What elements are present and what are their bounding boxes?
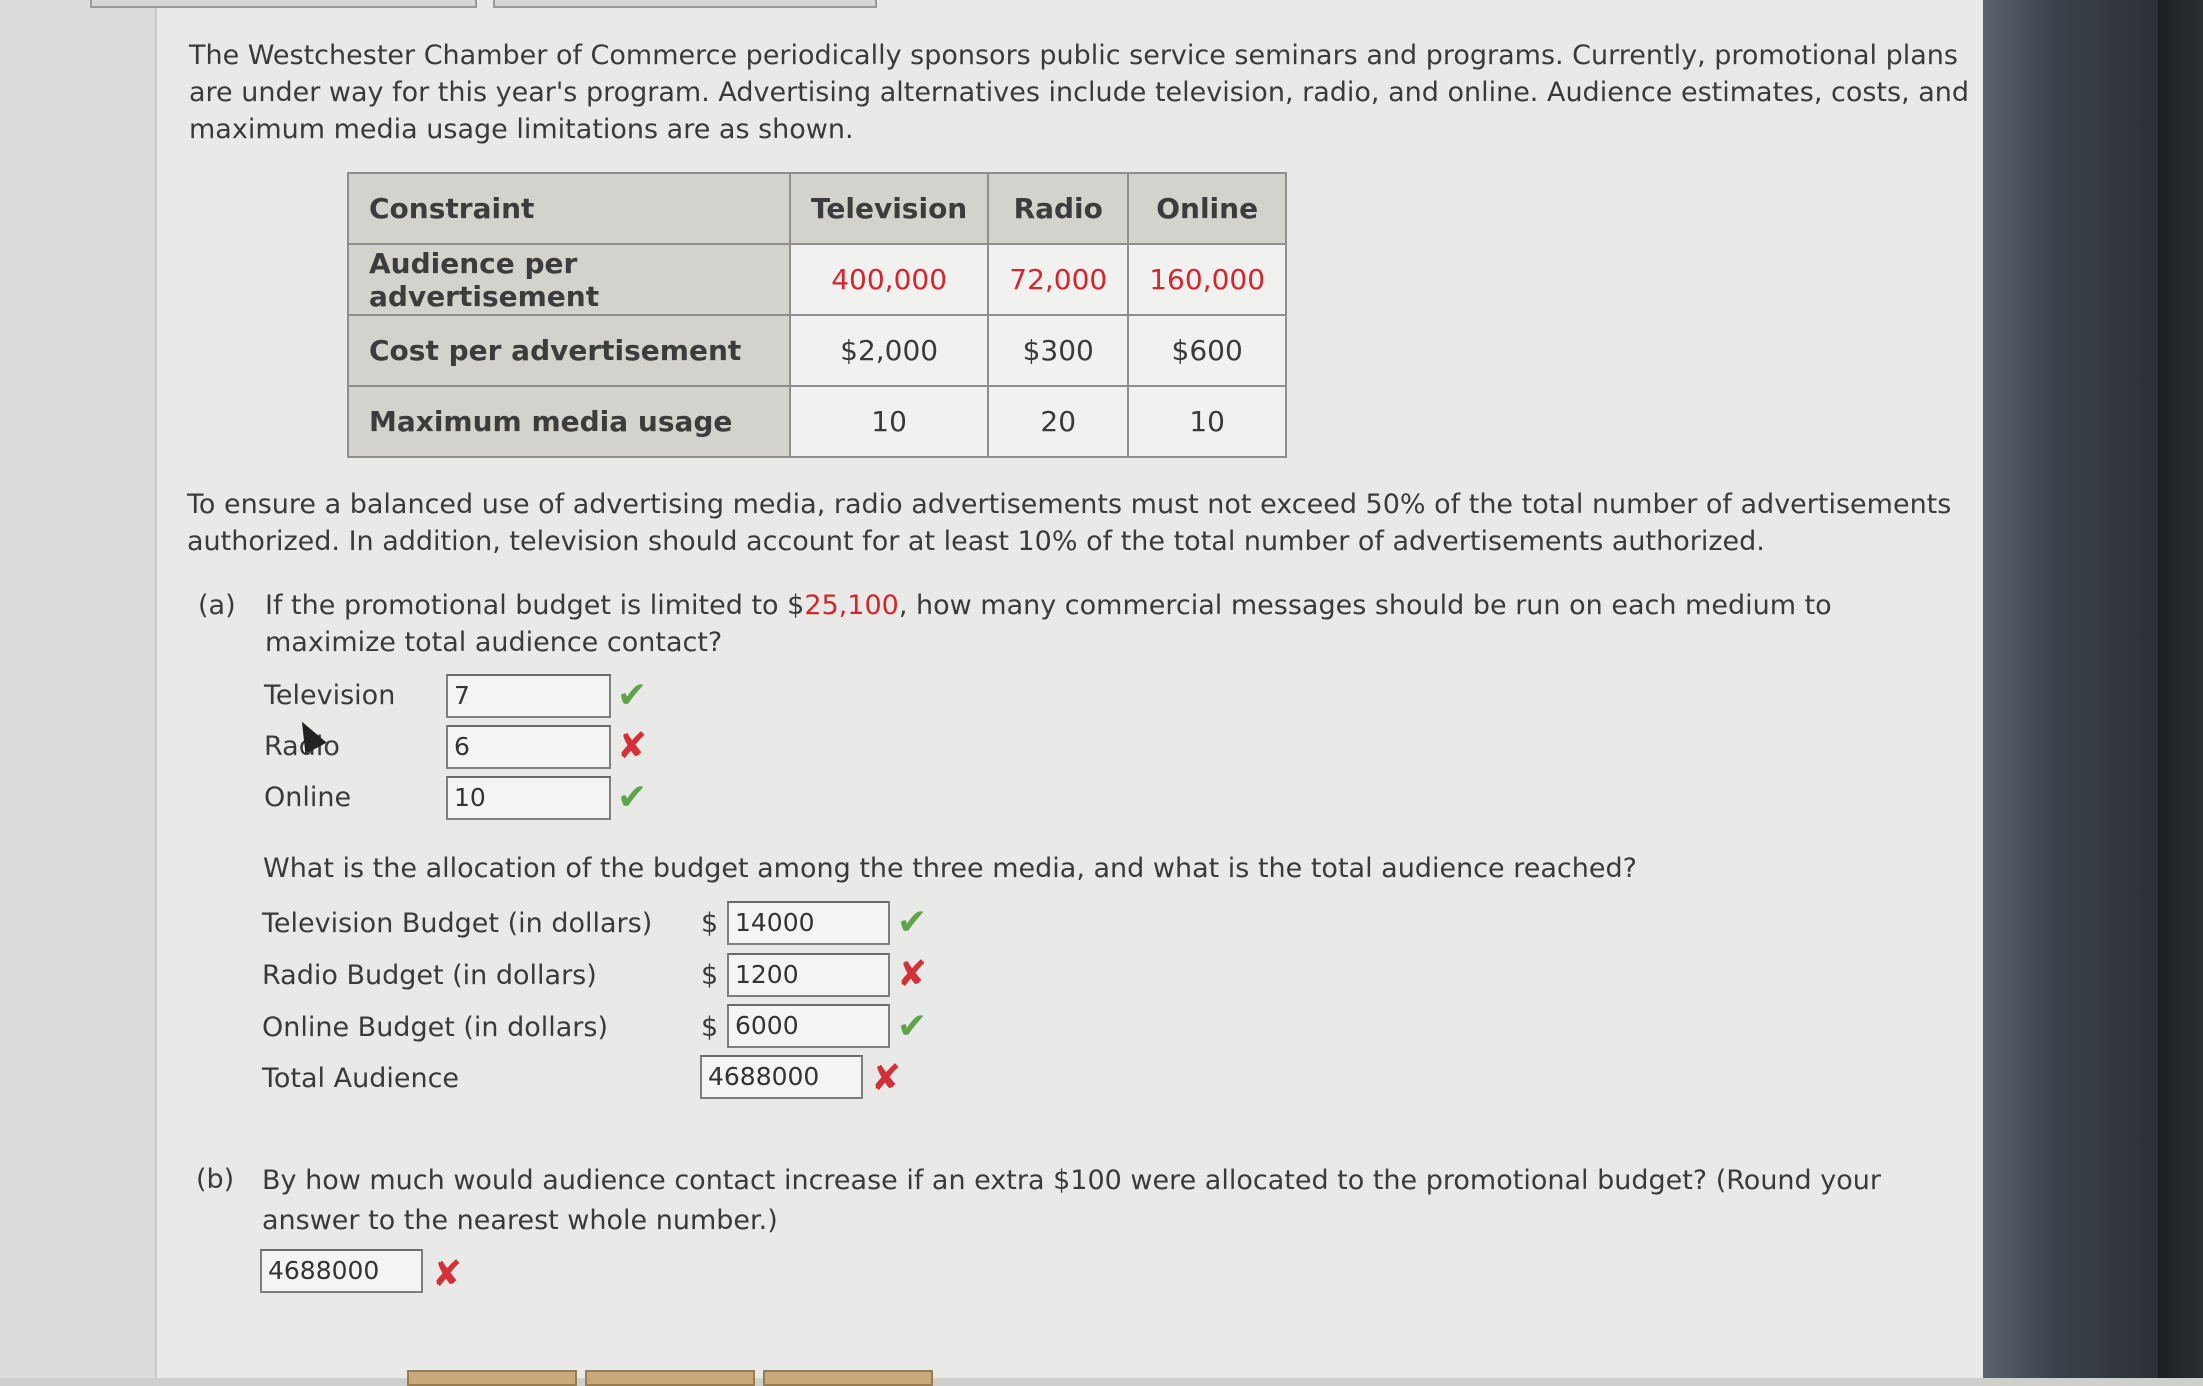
label-television: Television [264, 680, 396, 711]
row-label-cost: Cost per advertisement [348, 315, 790, 386]
label-online: Online [264, 782, 352, 813]
cross-icon: ✘ [897, 954, 928, 995]
currency-symbol: $ [701, 960, 719, 991]
radio-input[interactable]: 6 [446, 725, 611, 769]
row-label-max-usage: Maximum media usage [348, 386, 790, 457]
constraint-table [347, 172, 1287, 458]
television-budget-input[interactable]: 14000 [727, 901, 890, 945]
label-online-budget: Online Budget (in dollars) [262, 1012, 609, 1043]
part-b-input[interactable]: 4688000 [260, 1249, 423, 1293]
currency-symbol: $ [701, 908, 719, 939]
screen-bezel-edge [2158, 0, 2203, 1378]
balance-paragraph: To ensure a balanced use of advertising media, radio advertisements must not exceed 50% of the total number of advertisements authorized. In addition, television should account for at least 10% of the total number of advertisements authorized. [187, 489, 1952, 557]
row-label-audience: Audience per advertisement [348, 244, 790, 315]
online-input[interactable]: 10 [446, 776, 611, 820]
left-margin [0, 0, 155, 1378]
header-television: Television [790, 173, 988, 244]
bottom-button-3[interactable] [763, 1370, 933, 1386]
cross-icon: ✘ [871, 1058, 902, 1099]
bottom-button-1[interactable] [407, 1370, 577, 1386]
top-tab-1[interactable] [90, 0, 477, 8]
part-b-question: By how much would audience contact increase if an extra $100 were allocated to the promotional budget? (Round your answer to the nearest whole number.) [262, 1165, 1881, 1236]
header-radio: Radio [988, 173, 1128, 244]
cell-audience-television: 400,000 [790, 244, 988, 315]
check-icon: ✔ [897, 902, 928, 943]
cell-cost-television: $2,000 [790, 315, 988, 386]
label-radio-budget: Radio Budget (in dollars) [262, 960, 597, 991]
bottom-button-2[interactable] [585, 1370, 755, 1386]
online-budget-input[interactable]: 6000 [727, 1004, 890, 1048]
cross-icon: ✘ [432, 1254, 463, 1295]
table-row [348, 386, 1286, 457]
television-input[interactable]: 7 [446, 674, 611, 718]
table-row [348, 315, 1286, 386]
label-television-budget: Television Budget (in dollars) [262, 908, 653, 939]
label-radio: Radio [264, 731, 340, 762]
part-a-question [265, 587, 1950, 661]
table-row [348, 244, 1286, 315]
header-online: Online [1128, 173, 1286, 244]
cell-max-television: 10 [790, 386, 988, 457]
radio-budget-input[interactable]: 1200 [727, 953, 890, 997]
screen-bezel [1983, 0, 2158, 1378]
part-a-question-pre: If the promotional budget is limited to $ [265, 590, 805, 621]
cell-max-online: 10 [1128, 386, 1286, 457]
cell-cost-online: $600 [1128, 315, 1286, 386]
currency-symbol: $ [701, 1012, 719, 1043]
table-header-row [348, 173, 1286, 244]
check-icon: ✔ [617, 777, 648, 818]
cell-audience-radio: 72,000 [988, 244, 1128, 315]
cell-max-radio: 20 [988, 386, 1128, 457]
intro-paragraph: The Westchester Chamber of Commerce periodically sponsors public service seminars and programs. Currently, promotional plans are under way for this year's program. Advertising alternatives include television, radio, and online. Audience estimates, costs, and maximum media usage limitations are as shown. [189, 40, 1970, 145]
check-icon: ✔ [897, 1006, 928, 1047]
cross-icon: ✘ [617, 726, 648, 767]
part-b-marker: (b) [196, 1164, 235, 1195]
label-total-audience: Total Audience [262, 1063, 460, 1094]
top-tab-2[interactable] [493, 0, 877, 8]
allocation-question: What is the allocation of the budget among the three media, and what is the total audience reached? [263, 853, 1637, 884]
cell-audience-online: 160,000 [1128, 244, 1286, 315]
budget-value: 25,100 [804, 590, 899, 621]
header-constraint: Constraint [348, 173, 790, 244]
part-a-question-post: , how many commercial messages should be run on each medium to maximize total audience contact? [265, 590, 1832, 658]
total-audience-input[interactable]: 4688000 [700, 1055, 863, 1099]
cell-cost-radio: $300 [988, 315, 1128, 386]
check-icon: ✔ [617, 675, 648, 716]
part-a-marker: (a) [198, 590, 236, 621]
